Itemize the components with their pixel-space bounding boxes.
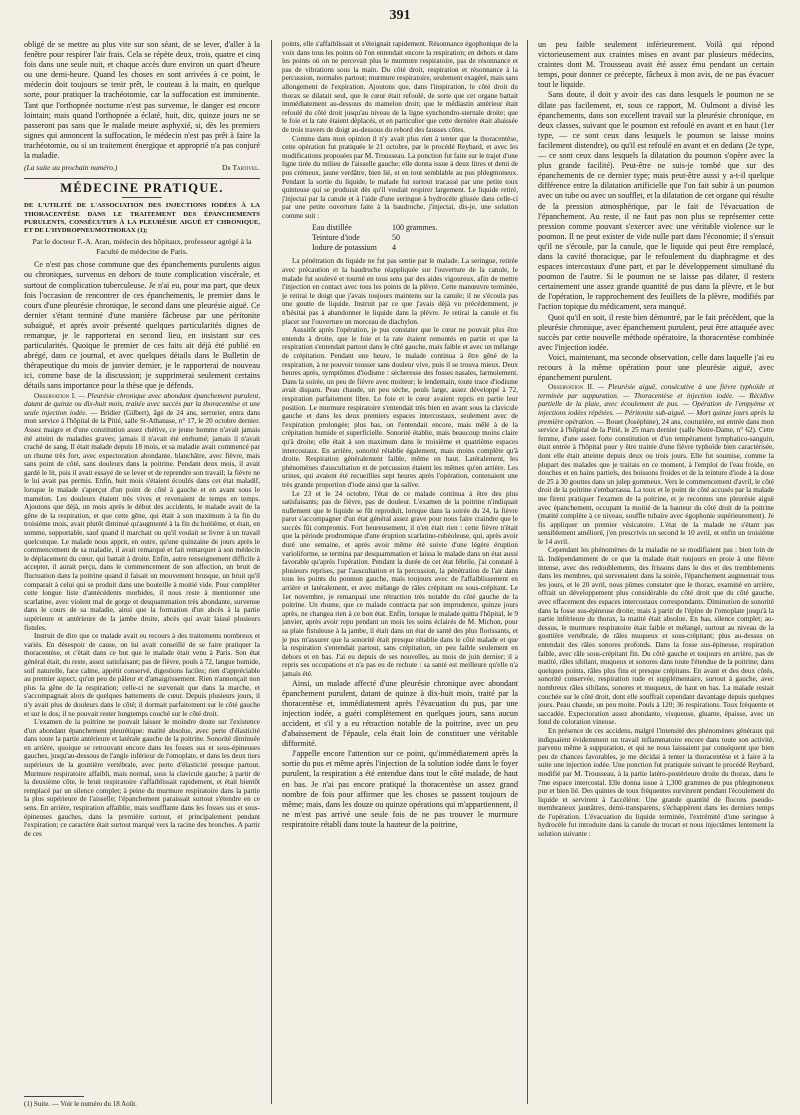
paragraph: Voici, maintenant, ma seconde observation, celle dans laquelle j'ai eu recours à la même opération pour une pleurésie aiguë, avec épanchement purulent. — [538, 352, 774, 383]
paragraph: points, elle s'affaiblissait et s'éteignait rapidement. Résonnance égophonique de la voix dans tous les points où l'on entendait encore la respiration; en dehors et dans les points où on ne percevait plus le murmure respiratoire, pas de résonnance et pas de vibrations sous la main. Du côté droit, respiration et résonnance à la percussion, normales partout; murmure respiratoire, seulement exagéré, mais sans allongement de l'expiration. Ajoutons que, dans l'inspiration, le côté droit du thorax se dilatait seul, que le cœur était refoulé, de sorte que cet organe battait immédiatement au-dessous du mamelon droit; que le médiastin antérieur était refoulé du côté droit jusqu'au niveau de la ligne synchondro-sternale droite; que le foie et la rate étaient déplacés, et en particulier que cette dernière était abaissée de trois travers de doigt au-dessous du rebord des fausses côtes. — [282, 40, 518, 134]
separator — [24, 178, 260, 179]
paragraph: Instruit de dire que ce malade avait eu recours à des traitements nombreux et variés. En désespoir de cause, on lui avait conseillé de se faire pratiquer la thoracentèse, et c'était dans ce but que le malade était venu à Paris. Son état général était, du reste, assez satisfaisant; pas de fièvre, pouls à 72, langue humide, soif naturelle, face calme, appétit conservé, digestions faciles; rien d'appréciable au premier aspect, qu'un peu de pâleur et d'amaigrissement. Rien n'annonçait non plus la gêne de la respiration; celle-ci ne survenait que dans la marche, et s'accompagnait alors de quelques battements de cœur. Depuis plusieurs jours, il n'y avait plus de douleurs dans le côté; il dormait parfaitement sur le côté gauche et sur le dos; il ne pouvait rester longtemps couché sur le côté droit. — [24, 632, 260, 718]
paragraph: Sans doute, il doit y avoir des cas dans lesquels le poumon ne se dilate pas facilement, et, sous ce rapport, M. Oulmont a divisé les épanchements, dans son excellent travail sur la pleurésie chronique, en deux classes, suivant que le poumon est refoulé en avant et en haut (1er type, — ce sont ceux dans lesquels le poumon se laisse moins facilement distendre), ou qu'il est refoulé en avant et en dedans (2e type, — ce sont ceux dans lesquels la dilatation du poumon s'opère avec la plus grande facilité). Peut-être ne suis-je tombé que sur des épanchements de ce dernier type; mais peut-être aussi y a-t-il quelque différence entre la dilatation artificielle que l'on fait subir à un poumon avec un tube ou avec un soufflet, et la dilatation de cet organe qui résulte de la pression atmosphérique, par le fait de l'évacuation de l'épanchement. Au reste, il ne faut pas non plus se représenter cette pression comme pouvant s'exercer avec une véritable violence sur le poumon. Il ne peut exister de vide nulle part dans l'économie; il s'ensuit qu'il ne s'écoule, par la canule, que le liquide qui peut être remplacé, dans la cavité thoracique, par le refoulement du diaphragme et des espaces intercostaux d'une part, et par le développement simultané du poumon de l'autre. Si le poumon ne se laisse pas dilater, il restera certainement une assez grande quantité de pus dans la plèvre, et le but de l'opération, le rapprochement des feuillets de la plèvre, modifiés par l'action topique du médicament, sera manqué. — [538, 90, 774, 312]
observation-label: Observation I. — [34, 391, 76, 400]
paragraph: En présence de ces accidens, malgré l'intensité des phénomènes généraux qui indiquaient évidemment un travail inflammatoire encore dans toute son activité, parvenu même à suppuration, et qui ne nous laissaient par conséquent que bien peu de chances favorables, je me décidai à tenter la thoracentèse et à faire à la suite une injection iodée. Une ponction fut pratiquée suivant le procédé Reybard, modifié par M. Trousseau, à la partie latéro-postérieure droite du thorax, dans le 7me espace intercostal. Elle donna issue à 1,300 grammes de pus phlegmoneux pur et bien lié. Des quintes de toux fréquentes survinrent pendant l'écoulement du liquide et servirent à l'accélérer. Une grande quantité de flocons pseudo-membraneux jaunâtres, demi-transparens, s'échappèrent dans les derniers temps de l'opération. L'évacuation du liquide terminée, l'extrémité d'une seringue à hydrocèle fut introduite dans la canule du trocart et nous injectâmes lentement la solution suivante : — [538, 726, 774, 839]
footnote-rule — [24, 1096, 84, 1097]
paragraph: Le 23 et le 24 octobre, l'état de ce malade continua à être des plus satisfaisants; pas de fièvre, pas de douleur. L'examen de la poitrine n'indiquait nullement que le liquide se fût reproduit, lorsque dans la soirée du 24, la fièvre parut s'accompagner d'un état général assez grave pour nous faire craindre que le succès fût compromis. Fort heureusement, il n'en était rien : cette fièvre n'était que la période prodromique d'une éruption scarlatino-rubéoleuse, qui, après avoir duré une semaine, et après avoir même été suivie d'une légère éruption varioliforme, se termina par desquammation et laissa le malade dans un état aussi favorable qu'après l'opération. Pendant la durée de cet état fébrile, j'ai constaté à plusieurs reprises, par l'auscultation et la percussion, la pénétration de l'air dans tous les points du poumon gauche, mais toujours avec de l'affaiblissement en arrière et latéralement, et avec mélange de râles crépitant ou sous-crépitant. Le 1er novembre, je remarquai une rétraction très notable du côté gauche de la poitrine. Un rhume, que ce malade contracta par son imprudence, quinze jours après, ne changea rien à ce bon état. Enfin, lorsque le malade quitta l'hôpital, le 9 janvier, après avoir repu pendant un mois les soins éclairés de M. Michon, pour sa plaie fistuleuse à la jambe, il était dans un état de santé des plus florissants, et je pus m'assurer que la sonorité était presque rétablie dans le côté malade et que la respiration s'entendait partout, sans crépitation, un peu faible seulement en dehors et en bas. J'ai eu depuis de ses nouvelles, au mois de juin dernier; il a repris ses occupations et n'a pas eu de rechute : sa santé est meilleure qu'elle n'a jamais été. — [282, 489, 518, 678]
signature-row — [24, 163, 260, 173]
signature: Dr Tartivel. — [221, 163, 260, 173]
observation-text: — Bridier (Gilbert), âgé de 24 ans, serrurier, entra dans mon service à l'hôpital de la Pitié, salle St-Athanase, n° 17, le 20 octobre dernier. Assez maigre et d'une constitution assez chétive, ce jeune homme n'avait jamais été atteint de maladies graves; jamais il n'avait été enrhumé; jamais il n'avait craché de sang. Il était malade depuis 18 mois, et sa maladie avait commencé par un rhume très fort, avec expectoration abondante, blanchâtre, avec fièvre, mais sans point de côté, sans douleurs dans la poitrine. Pendant deux mois, il avait gardé le lit, puis il avait essayé de se lever et de reprendre son travail; la fièvre ne le lui avait pas permis. Enfin, huit mois s'étaient écoulés dans cet état maladif, lorsque le malade s'aperçut d'un point de côté à gauche et en avant sous le mamelon. Les douleurs étaient très vives et revenaient de temps en temps. Ajoutons que déjà, un mois après le début des accidents, le malade avait de la gêne de la respiration, et que cette gêne, qui était à son maximum à la fin du troisième mois, avait plutôt diminué qu'augmenté à la fin du huitième, et était, en somme, supportable, sauf quand il marchait ou qu'il voulait se livrer à un travail quelconque. Le malade nous apprit, en outre, qu'une quinzaine de jours après le commencement de sa maladie, il avait remarqué et fait remarquer à son médecin le déplacement du cœur, qui battait à droite. Enfin, autre renseignement difficile à accepter, il aurait perçu, dans le commencement de son affection, un bruit de fluctuation dans la poitrine quand il faisait un mouvement brusque, un bruit qu'il comparait à celui qui se produit dans une bouteille à moitié vide. Pour compléter cette longue liste d'antécédents morbides, il nous reste à mentionner une scarlatine, avec violent mal de gorge et desquammation très abondante, survenue dans le cours de sa maladie, ainsi que la formation d'un abcès à la partie supérieure et antérieure de la jambe droite, abcès qui avait laissé plusieurs fistules. — [24, 408, 260, 632]
observation-2 — [538, 383, 774, 546]
paragraph: un peu faible seulement inférieurement. Voilà qui répond victorieusement aux craintes mises en avant par plusieurs médecins, craintes dont M. Trousseau avait été assez ému pendant un certain temps, pour donner ce précepte, fâcheux à mon avis, de ne pas évacuer tout le liquide. — [538, 40, 774, 90]
paragraph: La pénétration du liquide ne fut pas sentie par le malade. La seringue, retirée avec précaution et la baudruche réappliquée sur l'ouverture de la canule, le malade fut soulevé et tourné en tous sens par des aides vigoureux, afin de mettre l'injection en contact avec tous les points de la plèvre. Cette manœuvre terminée, je retirai le doigt que j'avais toujours maintenu sur la canule; il ne s'écoula pas une goutte de liquide. Instruit par ce que j'avais déjà vu précédemment, je n'hésitai pas à abandonner le liquide dans la plèvre. Je retirai la canule et fis placer sur l'ouverture un morceau de diachylon. — [282, 257, 518, 326]
byline: Par le docteur F.-A. Aran, médecin des hôpitaux, professeur agrégé à la Faculté de médecine de Paris. — [32, 237, 252, 256]
column-divider — [527, 40, 528, 1104]
observation-title: — Pleurésie chronique avec abondant épanchement purulent, datant de quinze ou dix-huit mois, traitée avec succès par la thoracentèse et une seule injection iodée. — [24, 391, 260, 417]
solution-table — [312, 223, 518, 253]
observation-1 — [24, 392, 260, 633]
paragraph: Ce n'est pas chose commune que des épanchements purulents aigus ou chroniques, survenus en dehors de toute complication viscérale, et surtout de complication tuberculeuse. Je n'ai eu, pour ma part, que deux fois l'occasion de rencontrer de ces épanchements, le premier dans le cours d'une pleurésie chronique, le second dans une pleurésie aiguë. Ce dernier s'étant terminé d'une manière fâcheuse par une péritonite subaiguë, et après avoir présenté quelques particularités dignes de remarque, je le rapporterai en second lieu, en insistant sur ces particularités. Quoique le premier de ces faits ait déjà été publié en abrégé, dans ce journal, et avec quelques détails dans le Bulletin de thérapeutique du mois de janvier dernier, je le rapporterai de nouveau ici, comme base de la discussion; je supprimerai seulement certains détails sans importance pour la thèse que je défends. — [24, 260, 260, 391]
observation-label: Observation II. — [548, 383, 594, 392]
column-3 — [538, 40, 774, 1102]
to-be-continued: (La suite au prochain numéro.) — [24, 163, 118, 173]
separator — [122, 197, 162, 198]
section-title: MÉDECINE PRATIQUE. — [60, 181, 224, 196]
paragraph: L'examen de la poitrine ne pouvait laisser le moindre doute sur l'existence d'un abondant épanchement pleurétique: matité absolue, avec perte d'élasticité dans toute la partie antérieure et latérale gauche de la poitrine. Sonorité diminuée en arrière, quoique se retrouvant encore dans les fosses sus et sous-épineuses gauches, jusqu'au-dessous de l'angle inférieur de l'omoplate, et dans les deux tiers supérieurs de la gouttière vertébrale, avec perte d'élasticité presque partout. Murmure respiratoire affaibli, mais normal, sous la clavicule gauche; à partir de la deuxième côte, le bruit respiratoire s'affaiblissait rapidement, et était bientôt remplacé par un silence complet; à peine du murmure respiratoire dans la partie la plus supérieure de l'aisselle; l'épanchement paraissait surtout s'étendre en ce sens. En arrière, respiration affaiblie, mais soufflante dans les fosses sus et sous-épineuses gauches, dans la première surtout, et principalement pendant l'expiration; ce caractère était surtout marqué vers la racine des bronches. A partir de ces — [24, 718, 260, 838]
table-row: Iodure de potassium 4 — [312, 243, 396, 253]
column-1 — [24, 40, 260, 1102]
column-2 — [282, 40, 518, 1102]
footnote: (1) Suite. — Voir le numéro du 18 Août. — [24, 1100, 137, 1108]
table-row: Eau distillée 100 grammes. — [312, 223, 438, 233]
paragraph: obligé de se mettre au plus vite sur son séant, de se lever, d'aller à la fenêtre pour respirer l'air frais. Cela se répète deux, trois, quatre et cinq fois dans une seule nuit, et chaque accès dure environ un quart d'heure ou une demi-heure. Quand les choses en sont arrivées à ce point, le médecin doit toujours se tenir prêt, le couteau à la main, en quelque sorte, pour pratiquer la trachéotomie, car la suffocation est imminente. Tant que l'orthopnée nocturne n'est pas survenue, le danger est encore lointain; mais quand l'orthopnée a éclaté, huit, dix, quinze jours ne se passeront pas sans que le malade meure asphyxié, si, dès les premiers signes qui annoncent la suffocation, le médecin n'est pas prêt à faire la trachéotomie, ou si un traitement énergique et approprié n'a pas conjuré la maladie. — [24, 40, 260, 161]
article-title: DE L'UTILITÉ DE L'ASSOCIATION DES INJECTIONS IODÉES À LA THORACENTÈSE DANS LE TRAITEMENT DES ÉPANCHEMENTS PURULENTS, CONSÉCUTIFS À LA PLEURÉSIE AIGUË ET CHRONIQUE, ET DE L'HYDROPNEUMOTHORAX (1); — [24, 202, 260, 234]
paragraph: Quoi qu'il en soit, il reste bien démontré, par le fait précédent, que la pleurésie chronique, avec épanchement purulent, peut être attaquée avec succès par cette nouvelle méthode opératoire, la thoracentèse combinée avec l'injection iodée. — [538, 312, 774, 352]
paragraph: Comme dans mon opinion il n'y avait plus rien à tenter que la thoracentèse, cette opération fut pratiquée le 21 octobre, par le procédé Reybard, et avec les modifications proposées par M. Trousseau. La ponction fut faite sur le trajet d'une ligne tirée du milieu de l'aisselle gauche; elle donna issue à deux litres et demi de pus crémeux, jaune verdâtre, bien lié, et en tout semblable au pus phlegmoneux. Pendant la sortie du liquide, le malade fut surtout tracassé par une petite toux quinteuse qui se produisit dès qu'il voulait respirer largement. Le liquide retiré, j'injectai par la canule et à l'aide d'une seringue à hydrocèle glissée dans celle-ci par une petite ouverture faite à la baudruche, j'injectai, dis-je, une solution comme suit : — [282, 134, 518, 220]
paragraph: Cependant les phénomènes de la maladie ne se modifiaient pas : bien loin de là. Indépendamment de ce que la malade était toujours en proie à une fièvre intense, avec des redoublements, des frissons dans le dos et des tremblements dans les membres, qui survenaient dans la soirée, l'épanchement augmentait tous les jours, et le 20 avril, nous pûmes constater que le thorax, examiné en arrière, offrait un développement plus considérable du côté droit que du côté gauche, avec effacement des espaces intercostaux correspondants. Diminution de sonorité dans la fosse sus-épineuse droite; mais à partir de l'épine de l'omoplate jusqu'à la partie inférieure du thorax, la matité était absolue. En bas, silence complet; au-dessus, le murmure respiratoire était faible et mélangé, surtout au niveau de la gouttière vertébrale, de râles muqueux et sous-crépitant; plus au-dessus on entendait des râles sonores profonds. Dans la fosse sus-épineuse, respiration faible, avec râle sous-crépitant fin. Du côté gauche et toujours en arrière, pas de matité, râles sibilant, muqueux et sonores dans toute l'étendue de la poitrine; dans quelques points, râles plus fins et presque crépitans. En avant et des deux côtés, sonorité conservée, respiration rude et supplémentaire, surtout à gauche, avec nombreux râles sibilans, sonores et muqueux, de haut en bas. La malade restait couchée sur le côté droit, dont elle souffrait cependant davantage depuis quelques jours. Peau chaude, un peu moite. Pouls à 120; 36 respirations. Toux fréquente et saccadée. Expectoration assez abondante, visqueuse, gluante, épaisse, avec un fond de coloration vineuse. — [538, 546, 774, 727]
column-divider — [271, 40, 272, 1104]
table-row: Teinture d'iode 50 — [312, 233, 400, 243]
observation-text: — Bouet (Joséphine), 24 ans, couturière, est entrée dans mon service à l'hôpital de la Pitié, le 25 mars dernier (salle Notre-Dame, n° 62). Cette femme, d'une assez forte constitution et d'un tempérament lymphatico-sanguin, était entrée à l'hôpital pour y être traitée d'une fièvre typhoïde bien caractérisée, dont elle était atteinte depuis deux ou trois jours. Elle fut soumise, comme la plupart des malades que je traitais en ce moment, à l'emploi de l'eau froide, en douches et en bains partiels, des boissons froides et de la teinture d'iode à la dose de 25 à 30 gouttes dans un julep gommeux. Vers le commencement d'avril, le côté droit de la poitrine s'embarrassa. La toux et le point de côté accusés par la malade me firent pratiquer l'examen de la poitrine, et je reconnus une pleurésie aiguë avec épanchement, occupant la moitié de la hauteur du côté droit de la poitrine (matité complète à ce niveau, souffle tubaire avec égophonie supérieurement). Je fis appliquer un premier vésicatoire. L'état de la malade ne s'étant pas sensiblement amélioré, j'en prescrivis un second le 10 avril, et enfin un troisième le 14 avril. — [538, 417, 774, 546]
paragraph: J'appelle encore l'attention sur ce point, qu'immédiatement après la sortie du pus et même après l'injection de la solution iodée dans le foyer purulent, la respiration a été entendue dans tout le côté malade, de haut en bas. Je n'ai pas encore pratiqué la thoracentèse un assez grand nombre de fois pour affirmer que les choses se passent toujours de même; mais, dans les douze ou quinze opérations qui m'appartiennent, il ne m'est pas arrivé une seule fois de ne pas trouver le murmure respiratoire rétabli dans toute la hauteur de la poitrine, — [282, 749, 518, 829]
paragraph: Ainsi, un malade affecté d'une pleurésie chronique avec abondant épanchement purulent, datant de quinze à dix-huit mois, traité par la thoracentèse et, immédiatement après l'évacuation du pus, par une injection iodée, a guéri complètement en quelques jours, sans aucun accident, et s'il y a eu rétraction notable de la poitrine, avec un peu d'abaissement de l'épaule, cela était loin de constituer une véritable difformité. — [282, 678, 518, 749]
observation-title: — Pleurésie aiguë, consécutive à une fièvre typhoïde et terminée par suppuration. — Thoracentèse et injection iodée. — Récidive partielle de la plaie, avec écoulement de pus. — Opération de l'empyème et injections iodées répétées. — Péritonite sub-aiguë. — Mort quinze jours après la première opération. — [538, 383, 774, 426]
paragraph: Aussitôt après l'opération, je pus constater que le cœur ne pouvait plus être entendu à droite, que le foie et la rate étaient remontés en partie et que la respiration s'entendait partout dans le côté gauche, mais faible et avec un mélange de crépitation. Pendant une heure, le malade continua à être gêné de la respiration, à ne pouvoir tousser sans douleur vive, puis il se trouva mieux. Deux heures après, symptômes d'iodisme : sécheresse des fosses nasales, larmoiement. Dans la soirée, un peu de fièvre avec moiteur; le lendemain, toute trace d'iodisme avait disparu. Peau chaude, un peu sèche, pouls large, assez développé à 72, respiration parfaitement libre. Le foie et le cœur avaient repris en partie leur position. Le murmure respiratoire s'entendait très bien en avant sous la clavicule gauche et dans les deux premiers espaces intercostaux, seulement avec de l'expiration prolongée; plus bas, on l'entendait encore, mais mêlé à de la crépitation humide et superficielle. Sonorité établie, mais beaucoup moins claire qu'à droite; elle était à son maximum dans le troisième et quatrième espaces intercostaux. En arrière, sonorité rétablie également, mais moins complète qu'à droite. Respiration généralement faible, même en haut. Latéralement, les phénomènes d'auscultation et de percussion étaient les mêmes qu'en arrière. Les urines, qui avaient été recueillies sept heures après l'opération, contenaient une très grande proportion d'iode ainsi que la salive. — [282, 326, 518, 489]
page-number: 391 — [389, 8, 411, 23]
